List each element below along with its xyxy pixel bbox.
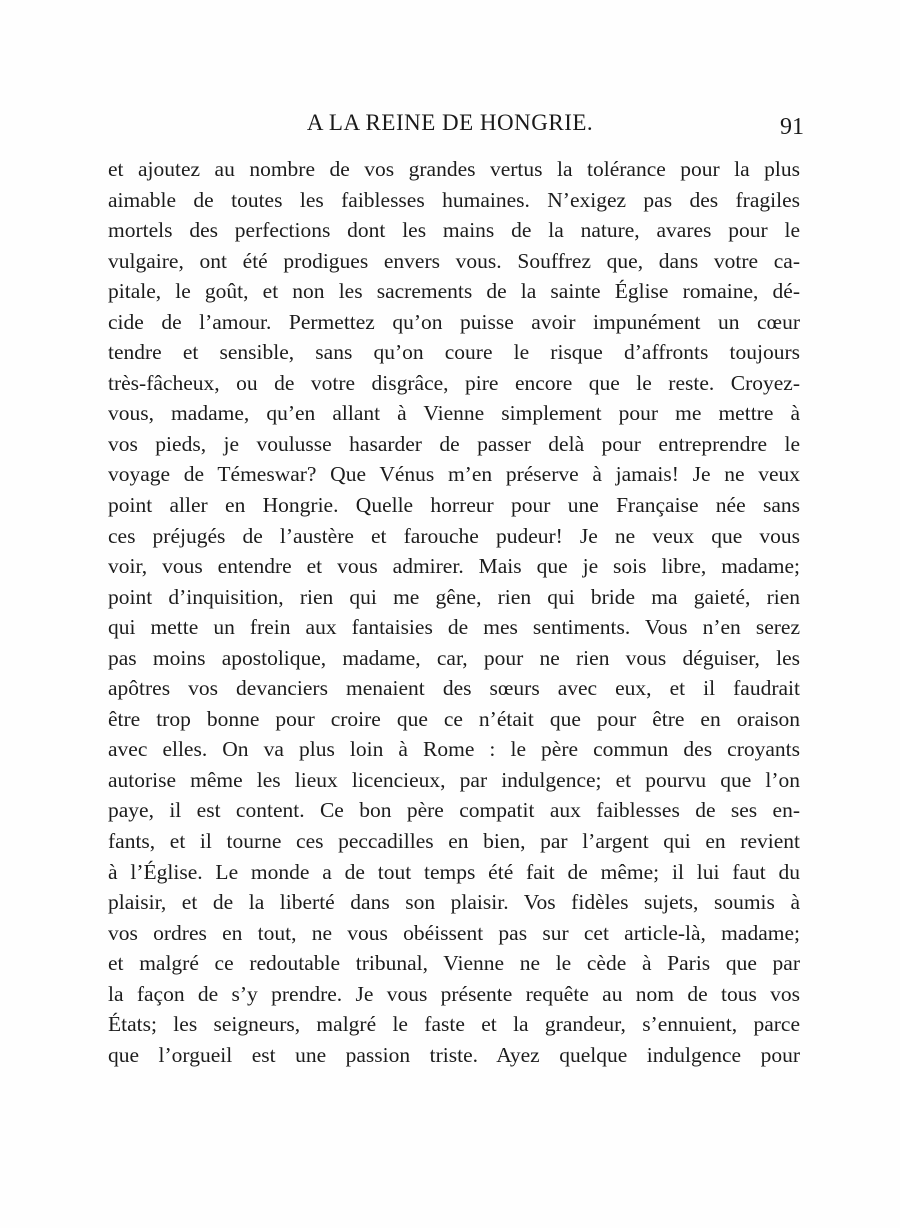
text-line: États; les seigneurs, malgré le faste et la grandeur, s’ennuient, parce — [108, 1012, 800, 1037]
text-line: qui mette un frein aux fantaisies de mes sentiments. Vous n’en serez — [108, 615, 800, 640]
text-line: vos ordres en tout, ne vous obéissent pas sur cet article-là, madame; — [108, 920, 800, 945]
text-line: plaisir, et de la liberté dans son plaisir. Vos fidèles sujets, soumis à — [108, 890, 800, 915]
running-head — [0, 110, 900, 144]
text-line: et ajoutez au nombre de vos grandes vertus la tolérance pour la plus — [108, 157, 800, 181]
text-line: la façon de s’y prendre. Je vous présente requête au nom de tous vos — [108, 981, 800, 1006]
text-line: apôtres vos devanciers menaient des sœurs avec eux, et il faudrait — [108, 676, 800, 701]
text-line: cide de l’amour. Permettez qu’on puisse avoir impunément un cœur — [108, 309, 800, 334]
text-line: que l’orgueil est une passion triste. Ayez quelque indulgence pour — [108, 1042, 800, 1067]
text-line: vos pieds, je voulusse hasarder de passer delà pour entreprendre le — [108, 431, 800, 456]
text-line: fants, et il tourne ces peccadilles en bien, par l’argent qui en revient — [108, 829, 800, 854]
text-line: autorise même les lieux licencieux, par indulgence; et pourvu que l’on — [108, 767, 800, 792]
page-number: 91 — [780, 114, 804, 140]
text-line: et malgré ce redoutable tribunal, Vienne ne le cède à Paris que par — [108, 951, 800, 976]
text-line: point aller en Hongrie. Quelle horreur pour une Française née sans — [108, 493, 800, 518]
text-line: point d’inquisition, rien qui me gêne, rien qui bride ma gaieté, rien — [108, 584, 800, 609]
text-line: être trop bonne pour croire que ce n’était que pour être en oraison — [108, 706, 800, 731]
text-line: mortels des perfections dont les mains de la nature, avares pour le — [108, 218, 800, 243]
text-line: pas moins apostolique, madame, car, pour ne rien vous déguiser, les — [108, 645, 800, 670]
text-line: aimable de toutes les faiblesses humaines. N’exigez pas des fragiles — [108, 187, 800, 212]
text-line: ces préjugés de l’austère et farouche pudeur! Je ne veux que vous — [108, 523, 800, 548]
text-line: très-fâcheux, ou de votre disgrâce, pire encore que le reste. Croyez- — [108, 370, 800, 395]
running-title: A LA REINE DE HONGRIE. — [306, 110, 594, 135]
text-line: voir, vous entendre et vous admirer. Mais que je sois libre, madame; — [108, 554, 800, 579]
text-line: pitale, le goût, et non les sacrements de la sainte Église romaine, dé- — [108, 279, 800, 304]
body-text — [108, 154, 800, 1070]
text-line: vous, madame, qu’en allant à Vienne simplement pour me mettre à — [108, 401, 800, 426]
text-line: voyage de Témeswar? Que Vénus m’en préserve à jamais! Je ne veux — [108, 462, 800, 487]
text-line: paye, il est content. Ce bon père compatit aux faiblesses de ses en- — [108, 798, 800, 823]
text-line: vulgaire, ont été prodigues envers vous. Souffrez que, dans votre ca- — [108, 248, 800, 273]
text-line: tendre et sensible, sans qu’on coure le risque d’affronts toujours — [108, 340, 800, 365]
text-line: à l’Église. Le monde a de tout temps été fait de même; il lui faut du — [108, 859, 800, 884]
text-line: avec elles. On va plus loin à Rome : le père commun des croyants — [108, 737, 800, 762]
